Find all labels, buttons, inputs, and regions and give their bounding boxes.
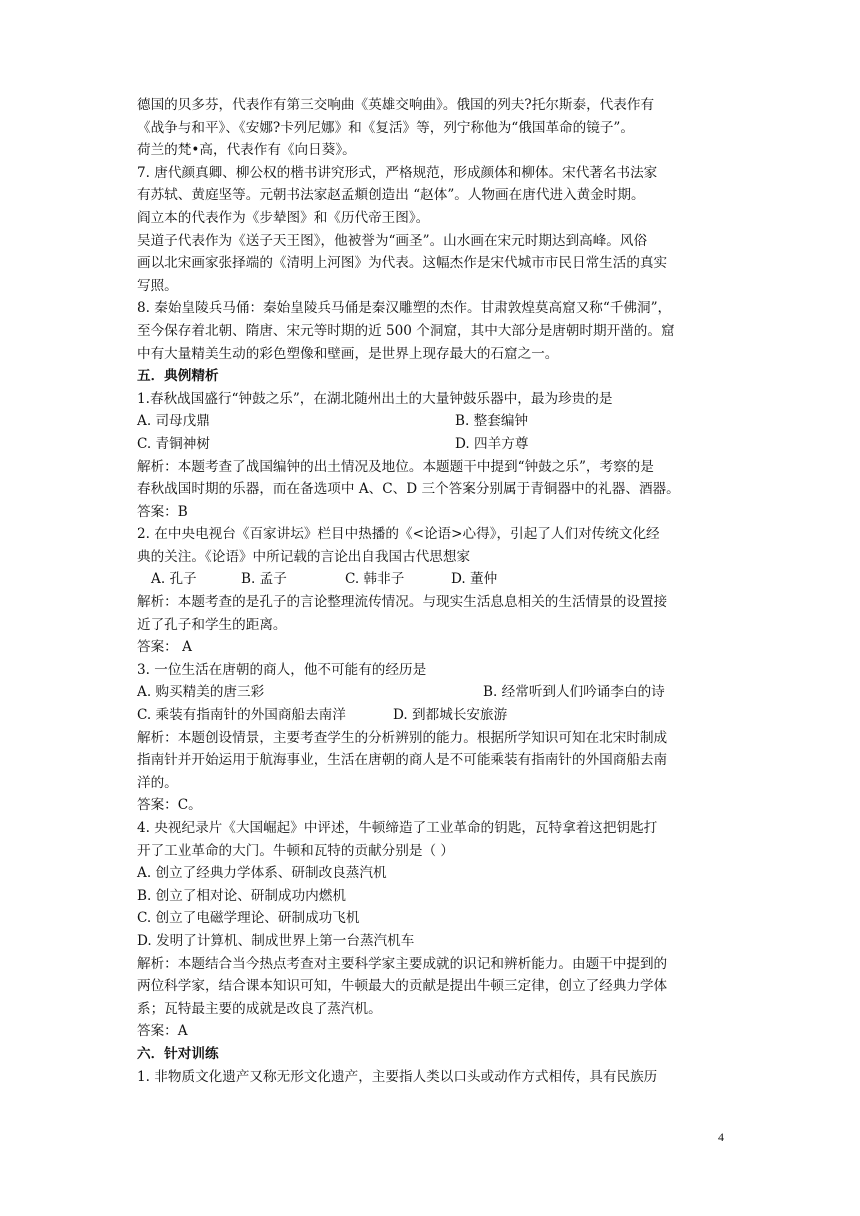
analysis-line: 解析：本题考查的是孔子的言论整理流传情况。与现实生活息息相关的生活情景的设置接 (137, 594, 668, 611)
answer-line: 答案：B (137, 503, 188, 520)
answer-line: 答案： A (137, 639, 192, 656)
option-d: D. 四羊方尊 (455, 435, 529, 452)
analysis-line: 解析：本题创设情景，主要考查学生的分析辨别的能力。根据所学知识可知在北宋时制成 (137, 729, 668, 746)
page-number: 4 (718, 1130, 724, 1144)
option-b: B. 创立了相对论、研制成功内燃机 (137, 887, 346, 904)
option-a: A. 购买精美的唐三彩 (137, 684, 265, 701)
option-d: D. 发明了计算机、制成世界上第一台蒸汽机车 (137, 932, 415, 949)
analysis-line: 洋的。 (137, 774, 178, 791)
analysis-line: 春秋战国时期的乐器，而在备选项中 A、C、D 三个答案分别属于青铜器中的礼器、酒器。 (137, 481, 680, 498)
practice-question-1: 1. 非物质文化遗产又称无形文化遗产，主要指人类以口头或动作方式相传，具有民族历 (137, 1068, 658, 1085)
text-line: 中有大量精美生动的彩色塑像和壁画，是世界上现存最大的石窟之一。 (137, 345, 559, 362)
question-1-options-row-2 (137, 433, 733, 456)
analysis-line: 指南针并开始运用于航海事业，生活在唐朝的商人是不可能乘装有指南针的外国商船去南 (137, 752, 668, 769)
option-c: C. 韩非子 (345, 571, 405, 588)
analysis-line: 近了孔子和学生的距离。 (137, 616, 287, 633)
option-c: C. 青铜神树 (137, 435, 210, 452)
text-line: 8. 秦始皇陵兵马俑：秦始皇陵兵马俑是秦汉雕塑的杰作。甘肃敦煌莫高窟又称“千佛洞”， (137, 300, 672, 317)
option-a: A. 创立了经典力学体系、研制改良蒸汽机 (137, 865, 387, 882)
question-2-continued: 典的关注。《论语》中所记载的言论出自我国古代思想家 (137, 548, 471, 565)
option-d: D. 董仲 (451, 571, 498, 588)
answer-line: 答案：A (137, 1023, 188, 1040)
text-line: 荷兰的梵•高，代表作有《向日葵》。 (137, 142, 356, 159)
analysis-line: 系；瓦特最主要的成就是改良了蒸汽机。 (137, 1000, 382, 1017)
option-a: A. 孔子 (151, 571, 197, 588)
option-c: C. 创立了电磁学理论、研制成功飞机 (137, 910, 360, 927)
analysis-line: 解析：本题考查了战国编钟的出土情况及地位。本题题干中提到“钟鼓之乐”，考察的是 (137, 458, 654, 475)
section-heading-practice: 六．针对训练 (137, 1045, 219, 1062)
text-line: 德国的贝多芬，代表作有第三交响曲《英雄交响曲》。俄国的列夫?托尔斯泰，代表作有 (137, 97, 655, 113)
option-b: B. 整套编钟 (455, 413, 529, 430)
text-line: 《战争与和平》、《安娜?卡列尼娜》和《复活》等，列宁称他为“俄国革命的镜子”。 (137, 119, 634, 136)
text-line: 画以北宋画家张择端的《清明上河图》为代表。这幅杰作是宋代城市市民日常生活的真实 (137, 255, 668, 272)
text-line: 阎立本的代表作为《步辇图》和《历代帝王图》。 (137, 209, 430, 226)
text-line: 至今保存着北朝、隋唐、宋元等时期的近 500 个洞窟，其中大部分是唐朝时期开凿的。窟 (137, 322, 675, 339)
text-line: 有苏轼、黄庭坚等。元朝书法家赵孟頫创造出 “赵体”。人物画在唐代进入黄金时期。 (137, 187, 645, 204)
question-3-options-row-2 (137, 704, 733, 727)
option-b: B. 孟子 (241, 571, 287, 588)
question-1: 1.春秋战国盛行“钟鼓之乐”，在湖北随州出土的大量钟鼓乐器中，最为珍贵的是 (137, 390, 613, 407)
option-b: B. 经常听到人们吟诵李白的诗 (483, 684, 665, 701)
text-line: 吴道子代表作为《送子天王图》，他被誉为“画圣”。山水画在宋元时期达到高峰。风俗 (137, 232, 648, 249)
text-line: 7. 唐代颜真卿、柳公权的楷书讲究形式，严格规范，形成颜体和柳体。宋代著名书法家 (137, 164, 658, 181)
question-2: 2. 在中央电视台《百家讲坛》栏目中热播的《<论语>心得》，引起了人们对传统文化经 (137, 526, 660, 543)
question-2-options (137, 568, 733, 591)
section-heading-examples: 五．典例精析 (137, 368, 219, 385)
analysis-line: 两位科学家，结合课本知识可知，牛顿最大的贡献是提出牛顿三定律，创立了经典力学体 (137, 978, 668, 995)
answer-line: 答案：C。 (137, 797, 202, 814)
analysis-line: 解析：本题结合当今热点考查对主要科学家主要成就的识记和辨析能力。由题干中提到的 (137, 955, 668, 972)
text-line: 写照。 (137, 277, 178, 294)
question-1-options-row-1 (137, 410, 733, 433)
question-3-options-row-1 (137, 681, 733, 704)
question-3: 3. 一位生活在唐朝的商人，他不可能有的经历是 (137, 661, 427, 678)
option-a: A. 司母戊鼎 (137, 413, 210, 430)
option-c: C. 乘装有指南针的外国商船去南洋 (137, 707, 346, 724)
page-body (137, 94, 733, 1088)
option-d: D. 到都城长安旅游 (393, 707, 508, 724)
question-4-continued: 开了工业革命的大门。牛顿和瓦特的贡献分别是（ ） (137, 842, 454, 859)
question-4: 4. 央视纪录片《大国崛起》中评述，牛顿缔造了工业革命的钥匙，瓦特拿着这把钥匙打 (137, 820, 658, 836)
